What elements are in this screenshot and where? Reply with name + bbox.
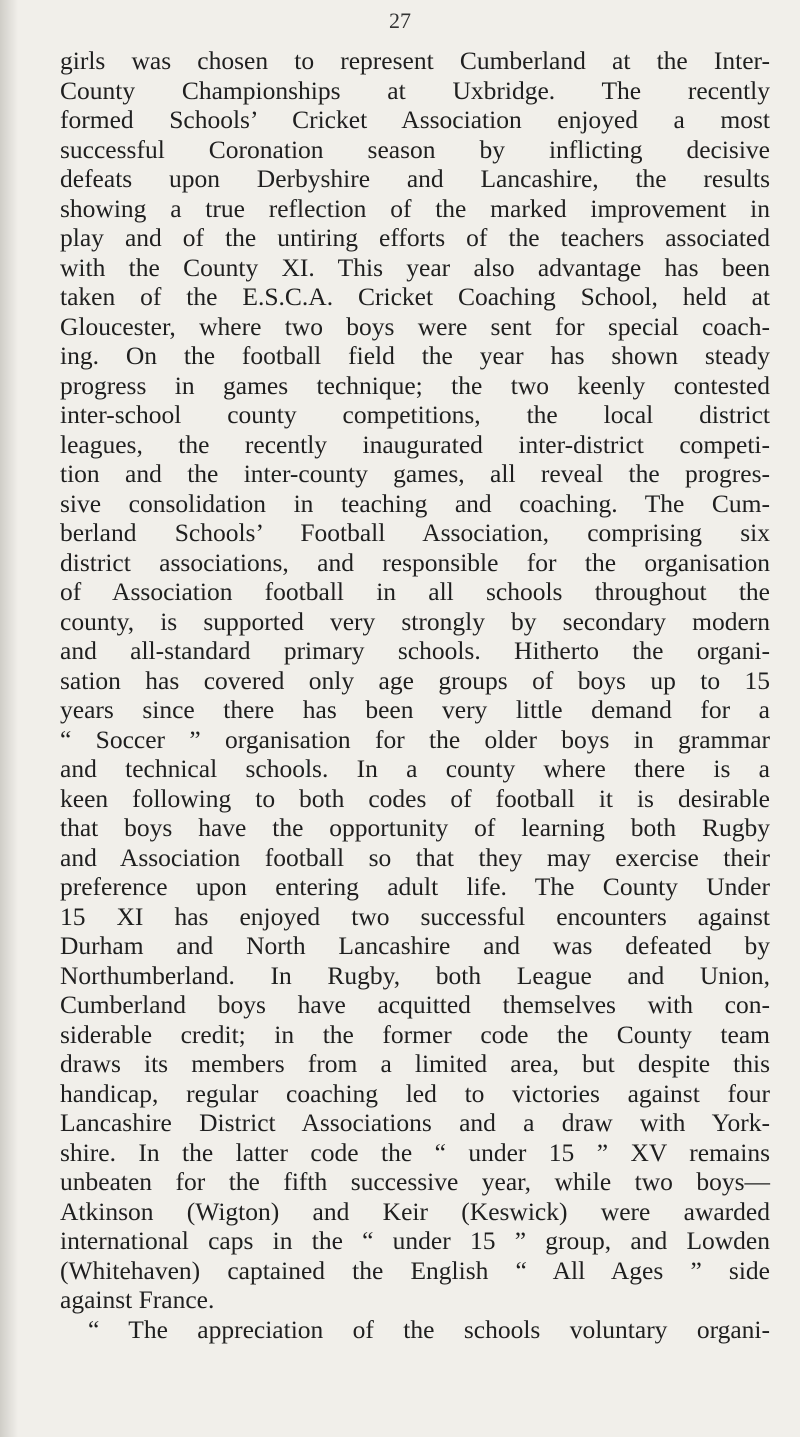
text-line: County Championships at Uxbridge. The recently — [60, 75, 770, 105]
text-line: and all-standard primary schools. Hitherto the organi- — [60, 636, 770, 665]
text-line: 15 XI has enjoyed two successful encounters against — [60, 901, 770, 931]
text-line: play and of the untiring efforts of the teachers associated — [60, 223, 770, 252]
text-line: progress in games technique; the two keenly contested — [60, 370, 770, 400]
text-line: Gloucester, where two boys were sent for special coach- — [60, 311, 770, 341]
text-line: successful Coronation season by inflicting decisive — [60, 134, 770, 164]
text-line: and Association football so that they may exercise their — [60, 842, 770, 872]
body-text — [60, 46, 770, 1344]
text-line: preference upon entering adult life. The County Under — [60, 872, 770, 901]
text-line: taken of the E.S.C.A. Cricket Coaching School, held at — [60, 282, 770, 311]
text-line: sation has covered only age groups of boys up to 15 — [60, 665, 770, 695]
text-line: against France. — [60, 1285, 215, 1314]
scan-edge-shadow — [0, 0, 18, 1437]
text-line: district associations, and responsible for the organisation — [60, 547, 770, 577]
text-line: Durham and North Lancashire and was defeated by — [60, 931, 770, 960]
text-line: leagues, the recently inaugurated inter-district competi- — [60, 429, 770, 459]
text-line: years since there has been very little demand for a — [60, 695, 770, 724]
text-line: “ The appreciation of the schools voluntary organi- — [88, 1314, 770, 1344]
text-line: siderable credit; in the former code the County team — [60, 1019, 770, 1049]
text-line: girls was chosen to represent Cumberland at the Inter- — [60, 46, 770, 75]
text-line: ing. On the football field the year has shown steady — [60, 341, 770, 370]
text-line: formed Schools’ Cricket Association enjoyed a most — [60, 105, 770, 134]
text-line: of Association football in all schools throughout the — [60, 577, 770, 606]
text-line: international caps in the “ under 15 ” group, and Lowden — [60, 1226, 770, 1255]
text-line: and technical schools. In a county where there is a — [60, 754, 770, 783]
text-line: shire. In the latter code the “ under 15 ” XV remains — [60, 1137, 770, 1167]
text-line: county, is supported very strongly by secondary modern — [60, 606, 770, 636]
text-line: sive consolidation in teaching and coaching. The Cum- — [60, 488, 770, 518]
text-line: Atkinson (Wigton) and Keir (Keswick) were awarded — [60, 1196, 770, 1226]
text-line: Lancashire District Associations and a draw with York- — [60, 1108, 770, 1137]
text-line: handicap, regular coaching led to victories against four — [60, 1078, 770, 1108]
text-line: that boys have the opportunity of learning both Rugby — [60, 813, 770, 842]
text-line: defeats upon Derbyshire and Lancashire, the results — [60, 164, 770, 193]
text-line: berland Schools’ Football Association, comprising six — [60, 518, 770, 547]
page-number: 27 — [389, 8, 411, 33]
text-line: tion and the inter-county games, all reveal the progres- — [60, 459, 770, 488]
text-line: (Whitehaven) captained the English “ All Ages ” side — [60, 1255, 770, 1285]
text-line: draws its members from a limited area, but despite this — [60, 1049, 770, 1078]
text-line: showing a true reflection of the marked improvement in — [60, 193, 770, 223]
text-line: Cumberland boys have acquitted themselves with con- — [60, 990, 770, 1019]
text-line: keen following to both codes of football it is desirable — [60, 783, 770, 813]
text-line: unbeaten for the fifth successive year, while two boys— — [60, 1167, 770, 1196]
text-line: inter-school county competitions, the local district — [60, 400, 770, 429]
text-line: with the County XI. This year also advantage has been — [60, 252, 770, 282]
text-line: “ Soccer ” organisation for the older boys in grammar — [60, 724, 770, 754]
text-line: Northumberland. In Rugby, both League and Union, — [60, 960, 770, 990]
